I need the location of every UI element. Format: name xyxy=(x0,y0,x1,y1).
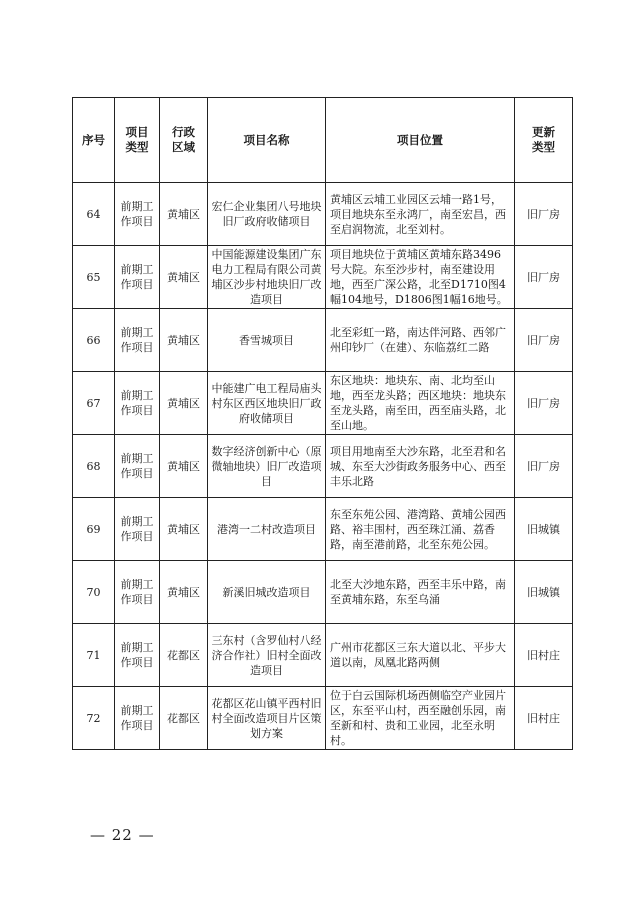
cell-index: 64 xyxy=(73,183,115,246)
cell-project-type: 前期工作项目 xyxy=(115,309,160,372)
cell-project-type: 前期工作项目 xyxy=(115,372,160,435)
cell-project-name: 数字经济创新中心（原微轴地块）旧厂改造项目 xyxy=(208,435,326,498)
header-index: 序号 xyxy=(73,98,115,183)
cell-index: 67 xyxy=(73,372,115,435)
cell-project-name: 港湾一二村改造项目 xyxy=(208,498,326,561)
cell-district: 花都区 xyxy=(160,624,208,687)
header-update-type: 更新 类型 xyxy=(515,98,573,183)
cell-project-name: 中能建广电工程局庙头村东区西区地块旧厂政府收储项目 xyxy=(208,372,326,435)
table-row xyxy=(73,246,573,309)
cell-update-type: 旧厂房 xyxy=(515,183,573,246)
cell-project-type: 前期工作项目 xyxy=(115,624,160,687)
cell-project-location: 黄埔区云埔工业园区云埔一路1号，项目地块东至永鸿厂，南至宏昌，西至启润物流，北至刘村。 xyxy=(326,183,515,246)
cell-project-name: 新溪旧城改造项目 xyxy=(208,561,326,624)
cell-project-location: 东区地块：地块东、南、北均至山地，西至龙头路；西区地块：地块东至龙头路，南至田，西至庙头路，北至山地。 xyxy=(326,372,515,435)
cell-district: 黄埔区 xyxy=(160,498,208,561)
table-row xyxy=(73,435,573,498)
table-row xyxy=(73,561,573,624)
cell-project-location: 位于白云国际机场西侧临空产业园片区，东至平山村，西至融创乐园，南至新和村、贵和工业园，北至永明村。 xyxy=(326,687,515,750)
cell-update-type: 旧厂房 xyxy=(515,435,573,498)
cell-project-location: 项目地块位于黄埔区黄埔东路3496号大院。东至沙步村，南至建设用地，西至广深公路，北至D1710图4幅104地号，D1806图1幅16地号。 xyxy=(326,246,515,309)
cell-project-type: 前期工作项目 xyxy=(115,183,160,246)
cell-district: 黄埔区 xyxy=(160,561,208,624)
cell-project-location: 北至大沙地东路，西至丰乐中路，南至黄埔东路，东至乌涌 xyxy=(326,561,515,624)
header-district: 行政 区域 xyxy=(160,98,208,183)
cell-project-name: 中国能源建设集团广东电力工程局有限公司黄埔区沙步村地块旧厂改造项目 xyxy=(208,246,326,309)
cell-project-location: 北至彩虹一路，南达伴河路、西邻广州印钞厂（在建）、东临荔红二路 xyxy=(326,309,515,372)
cell-index: 69 xyxy=(73,498,115,561)
table-row xyxy=(73,183,573,246)
cell-project-name: 香雪城项目 xyxy=(208,309,326,372)
cell-district: 黄埔区 xyxy=(160,435,208,498)
table-row xyxy=(73,498,573,561)
cell-project-name: 宏仁企业集团八号地块旧厂政府收储项目 xyxy=(208,183,326,246)
table-row xyxy=(73,687,573,750)
table-body xyxy=(73,183,573,750)
cell-project-location: 广州市花都区三东大道以北、平步大道以南，凤凰北路两侧 xyxy=(326,624,515,687)
cell-project-type: 前期工作项目 xyxy=(115,687,160,750)
cell-update-type: 旧厂房 xyxy=(515,309,573,372)
cell-index: 66 xyxy=(73,309,115,372)
header-project-location: 项目位置 xyxy=(326,98,515,183)
cell-update-type: 旧城镇 xyxy=(515,561,573,624)
cell-index: 72 xyxy=(73,687,115,750)
cell-district: 黄埔区 xyxy=(160,183,208,246)
table-header-row xyxy=(73,98,573,183)
cell-project-location: 项目用地南至大沙东路，北至君和名城、东至大沙街政务服务中心、西至丰乐北路 xyxy=(326,435,515,498)
project-table xyxy=(72,97,573,750)
cell-update-type: 旧城镇 xyxy=(515,498,573,561)
cell-district: 花都区 xyxy=(160,687,208,750)
cell-index: 65 xyxy=(73,246,115,309)
cell-district: 黄埔区 xyxy=(160,246,208,309)
table-row xyxy=(73,309,573,372)
cell-index: 68 xyxy=(73,435,115,498)
page-number: — 22 — xyxy=(90,826,155,844)
cell-index: 70 xyxy=(73,561,115,624)
cell-district: 黄埔区 xyxy=(160,309,208,372)
cell-project-location: 东至东苑公园、港湾路、黄埔公园西路、裕丰围村，西至珠江涌、荔香路，南至港前路，北至东苑公园。 xyxy=(326,498,515,561)
cell-project-type: 前期工作项目 xyxy=(115,435,160,498)
header-project-type: 项目 类型 xyxy=(115,98,160,183)
table-row xyxy=(73,372,573,435)
table-row xyxy=(73,624,573,687)
cell-update-type: 旧村庄 xyxy=(515,624,573,687)
cell-project-type: 前期工作项目 xyxy=(115,246,160,309)
cell-update-type: 旧厂房 xyxy=(515,246,573,309)
header-project-name: 项目名称 xyxy=(208,98,326,183)
cell-project-type: 前期工作项目 xyxy=(115,561,160,624)
cell-index: 71 xyxy=(73,624,115,687)
cell-district: 黄埔区 xyxy=(160,372,208,435)
cell-update-type: 旧厂房 xyxy=(515,372,573,435)
cell-update-type: 旧村庄 xyxy=(515,687,573,750)
cell-project-name: 三东村（含罗仙村八经济合作社）旧村全面改造项目 xyxy=(208,624,326,687)
cell-project-name: 花都区花山镇平西村旧村全面改造项目片区策划方案 xyxy=(208,687,326,750)
cell-project-type: 前期工作项目 xyxy=(115,498,160,561)
